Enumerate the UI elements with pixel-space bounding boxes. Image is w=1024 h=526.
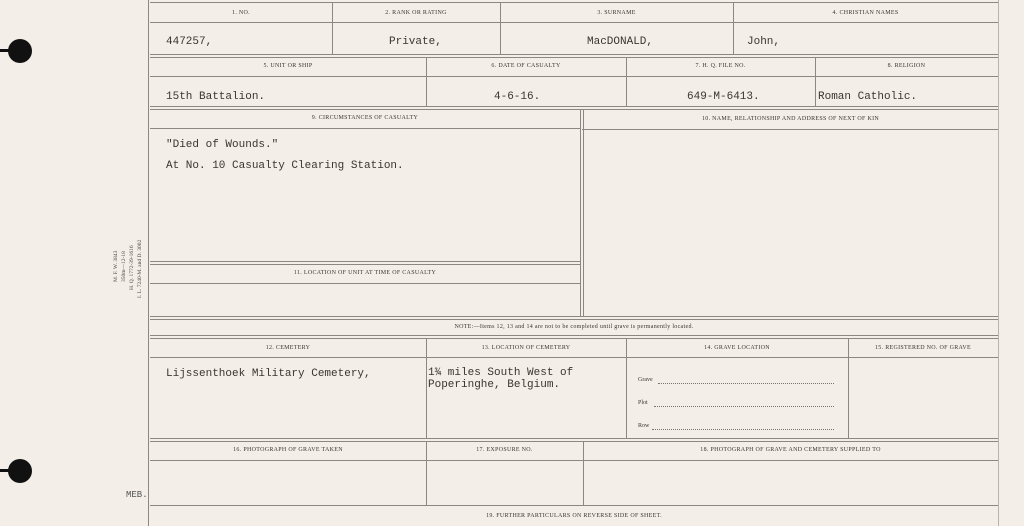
value-date: 4-6-16. (494, 91, 541, 103)
header-cemetery: 12. CEMETERY (265, 345, 311, 351)
header-registered-no: 15. REGISTERED NO. OF GRAVE (875, 345, 971, 351)
value-cemetery-location-line2: Poperinghe, Belgium. (428, 379, 561, 391)
value-no: 447257, (166, 36, 213, 48)
initials: MEB. (126, 490, 148, 500)
value-religion: Roman Catholic. (818, 91, 918, 103)
value-circumstances-line1: "Died of Wounds." (166, 139, 279, 151)
header-unit: 5. UNIT OR SHIP (263, 63, 313, 69)
value-cemetery: Lijssenthoek Military Cemetery, (166, 368, 371, 380)
header-grave-location: 14. GRAVE LOCATION (704, 345, 770, 351)
value-surname: MacDONALD, (587, 36, 654, 48)
value-christian-names: John, (747, 36, 781, 48)
value-cemetery-location-line1: 1¾ miles South West of (428, 367, 574, 379)
header-christian-names: 4. CHRISTIAN NAMES (832, 10, 899, 16)
punch-hole-top-slot (0, 49, 12, 52)
side-print-1: M. F. W. 3843 (113, 250, 119, 282)
header-photo-supplied: 18. PHOTOGRAPH OF GRAVE AND CEMETERY SUPPLIED TO (700, 447, 881, 453)
header-date: 6. DATE OF CASUALTY (491, 63, 561, 69)
row-field-label: Row (638, 423, 650, 429)
punch-hole-bottom-slot (0, 469, 12, 472)
value-hq-file: 649-M-6413. (687, 91, 760, 103)
plot-field-label: Plot (638, 400, 648, 406)
header-photo-taken: 16. PHOTOGRAPH OF GRAVE TAKEN (233, 447, 343, 453)
header-circumstances: 9. CIRCUMSTANCES OF CASUALTY (311, 115, 419, 121)
note-text: NOTE:—Items 12, 13 and 14 are not to be completed until grave is permanently located. (454, 324, 694, 330)
value-rank: Private, (389, 36, 442, 48)
side-print-2: 350m—12-18 (121, 251, 127, 282)
footer-further-particulars: 19. FURTHER PARTICULARS ON REVERSE SIDE OF SHEET. (486, 513, 662, 519)
header-exposure-no: 17. EXPOSURE NO. (476, 447, 533, 453)
header-rank: 2. RANK OR RATING (385, 10, 447, 16)
header-location-of-unit: 11. LOCATION OF UNIT AT TIME OF CASUALTY (293, 270, 437, 276)
side-print-3: H. Q. 1772-39-1616 (129, 245, 135, 290)
header-next-of-kin: 10. NAME, RELATIONSHIP AND ADDRESS OF NEXT OF KIN (701, 116, 880, 122)
value-circumstances-line2: At No. 10 Casualty Clearing Station. (166, 160, 404, 172)
header-location-of-cemetery: 13. LOCATION OF CEMETERY (481, 345, 571, 351)
header-religion: 8. RELIGION (887, 63, 926, 69)
left-margin-rule (148, 0, 149, 526)
header-surname: 3. SURNAME (597, 10, 636, 16)
grave-field-label: Grave (638, 377, 653, 383)
header-hq-file: 7. H. Q. FILE NO. (695, 63, 746, 69)
header-no: 1. NO. (232, 10, 250, 16)
side-print-4: I. L. 7240-M. and D. 3002 (137, 239, 143, 298)
value-unit: 15th Battalion. (166, 91, 266, 103)
